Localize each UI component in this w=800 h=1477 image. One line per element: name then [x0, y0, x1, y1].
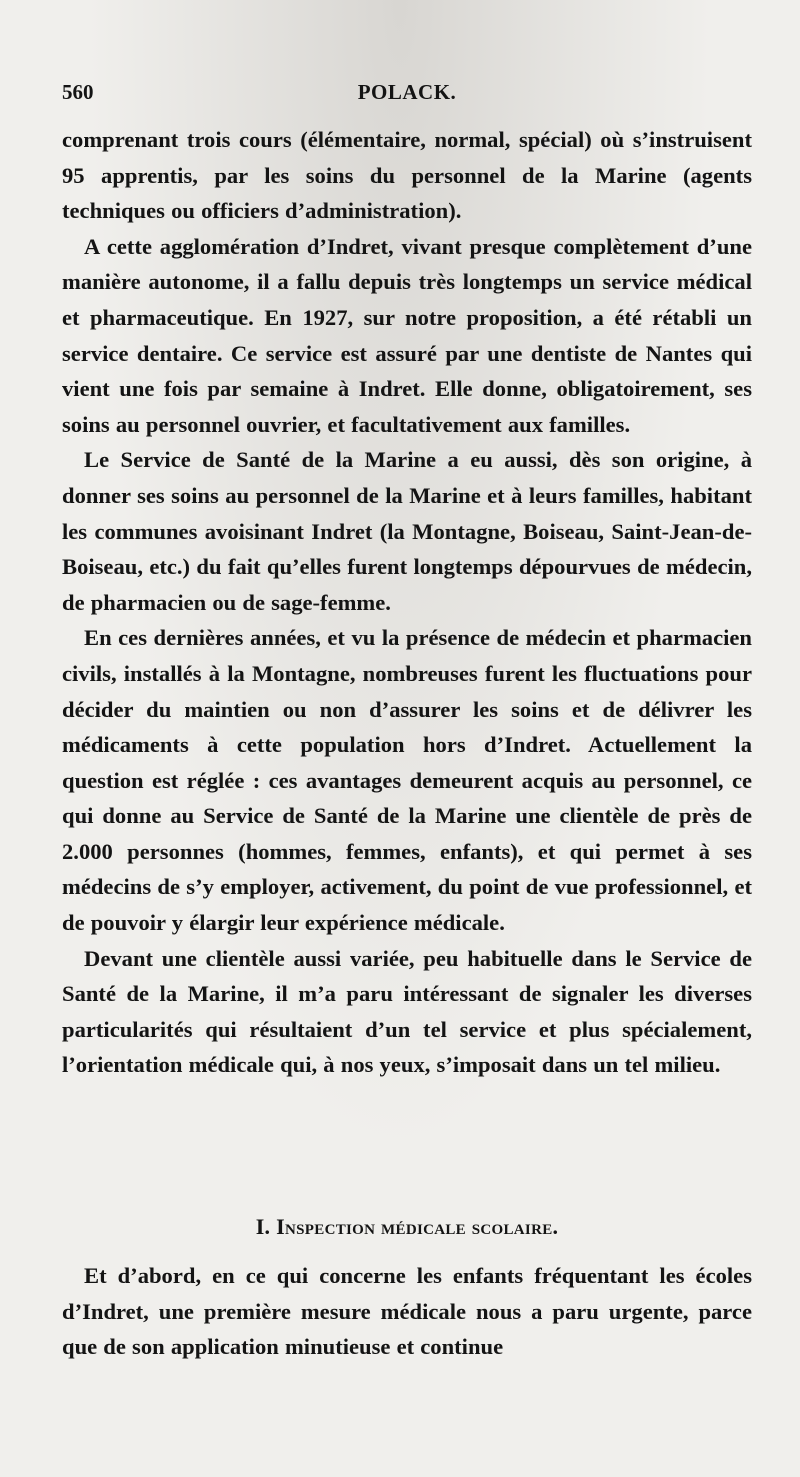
- section-number: I.: [255, 1214, 271, 1239]
- paragraph: Le Service de Santé de la Marine a eu aussi, dès son origine, à donner ses soins au personnel de la Marine et à leurs familles, habitant les communes avoisinant Indret (la Montagne, Boiseau, Saint-Jean-de-Boiseau, etc.) du fait qu’elles furent longtemps dépourvues de médecin, de pharmacien ou de sage-femme.: [62, 447, 752, 615]
- paragraph: Et d’abord, en ce qui concerne les enfants fréquentant les écoles d’Indret, une première mesure médicale nous a paru urgente, parce que de son application minutieuse et continue: [62, 1263, 752, 1360]
- section-title: Inspection médicale scolaire.: [276, 1214, 559, 1239]
- running-title: POLACK.: [357, 80, 457, 104]
- body-text: [62, 122, 752, 1083]
- paragraph: En ces dernières années, et vu la présence de médecin et pharmacien civils, installés à la Montagne, nombreuses furent les fluctuations pour décider du maintien ou non d’assurer les soins et de délivrer les médicaments à cette population hors d’Indret. Actuellement la question est réglée : ces avantages demeurent acquis au personnel, ce qui donne au Service de Santé de la Marine une clientèle de près de 2.000 personnes (hommes, femmes, enfants), et qui permet à ses médecins de s’y employer, activement, du point de vue professionnel, et de pouvoir y élargir leur expérience médicale.: [62, 625, 752, 936]
- section-body-text: [62, 1258, 752, 1365]
- paragraph: Devant une clientèle aussi variée, peu habituelle dans le Service de Santé de la Marine, il m’a paru intéressant de signaler les diverses particularités qui résultaient d’un tel service et plus spécialement, l’orientation médicale qui, à nos yeux, s’imposait dans un tel milieu.: [62, 945, 752, 1078]
- page-header: [62, 80, 752, 110]
- page-number: 560: [62, 80, 94, 104]
- paragraph: comprenant trois cours (élémentaire, normal, spécial) où s’instruisent 95 apprentis, par les soins du personnel de la Marine (agents techniques ou officiers d’administration).: [62, 127, 752, 224]
- section-heading: [62, 1214, 752, 1240]
- paragraph: A cette agglomération d’Indret, vivant presque complètement d’une manière autonome, il a fallu depuis très longtemps un service médical et pharmaceutique. En 1927, sur notre proposition, a été rétabli un service dentaire. Ce service est assuré par une dentiste de Nantes qui vient une fois par semaine à Indret. Elle donne, obligatoirement, ses soins au personnel ouvrier, et facultativement aux familles.: [62, 233, 752, 437]
